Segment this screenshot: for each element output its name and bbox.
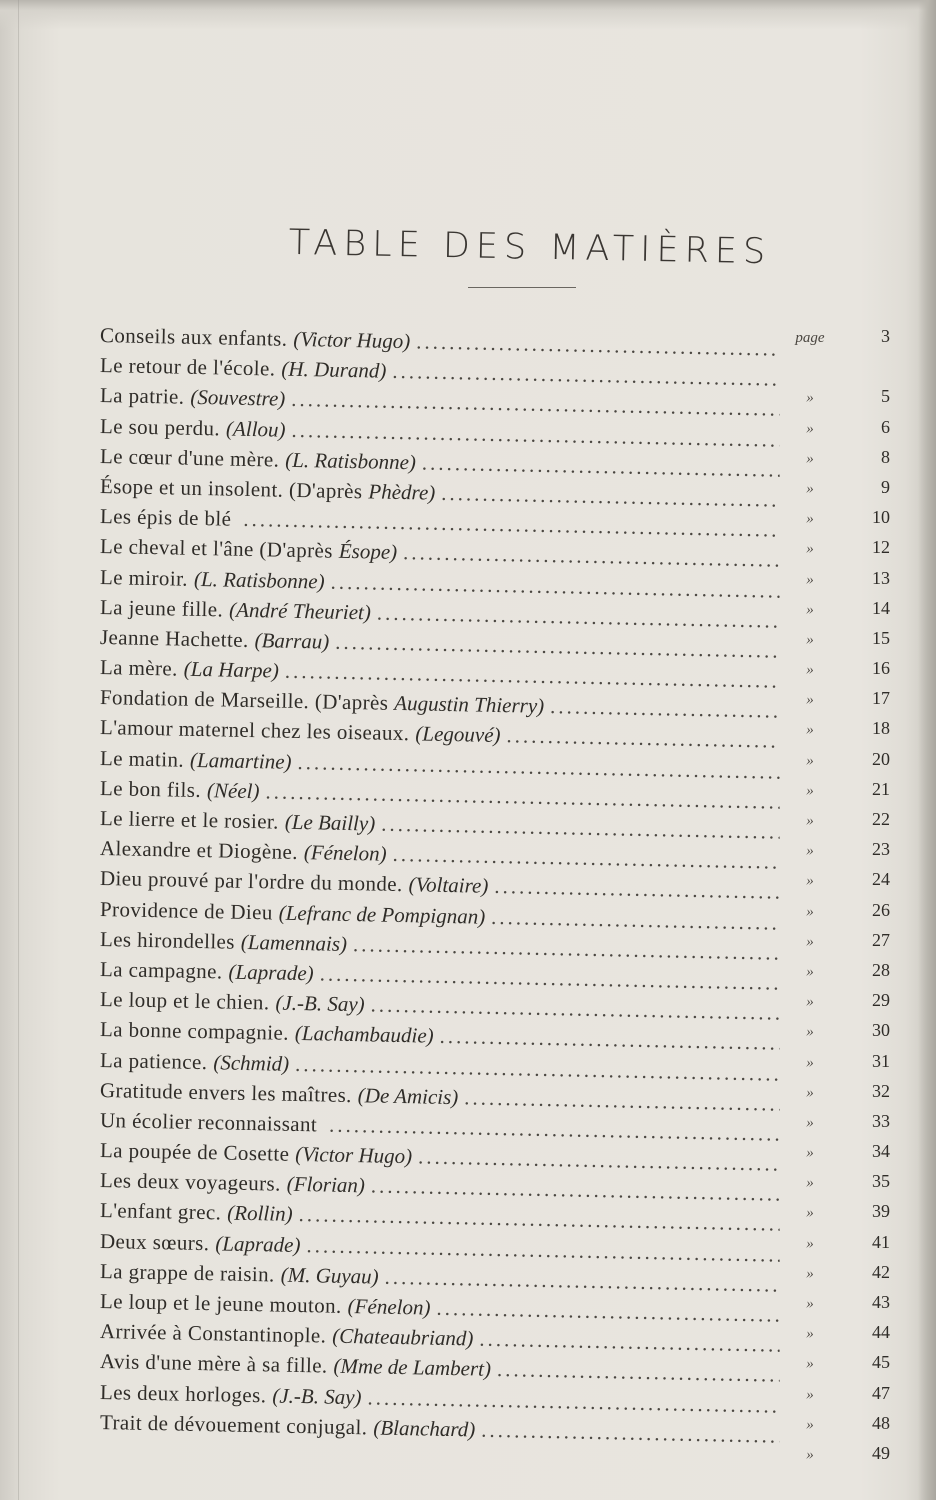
- entry-title: Fondation de Marseille. (D'après: [99, 685, 389, 716]
- ditto-mark: »: [806, 963, 814, 980]
- page-fold-line: [18, 0, 19, 1500]
- entry-title: Un écolier reconnaissant: [99, 1107, 318, 1137]
- entry-title: Les deux horloges.: [99, 1379, 267, 1407]
- page-number: 27: [872, 929, 890, 950]
- entry-author: (Lachambaudie): [294, 1021, 434, 1049]
- page-number: 33: [872, 1110, 890, 1131]
- page-number: 45: [872, 1352, 890, 1373]
- entry-title: Les hirondelles: [99, 926, 236, 954]
- title-divider: [468, 287, 576, 288]
- entry-author: (H. Durand): [281, 356, 387, 383]
- entry-author: Augustin Thierry): [394, 691, 545, 719]
- dot-leader: [506, 721, 780, 756]
- ditto-mark: »: [806, 511, 814, 528]
- entry-author: (Lefranc de Pompignan): [278, 900, 486, 929]
- entry-title: Dieu prouvé par l'ordre du monde.: [99, 866, 403, 897]
- ditto-mark: »: [806, 843, 814, 860]
- ditto-mark: »: [806, 722, 814, 739]
- page-right-edge: [918, 0, 936, 1500]
- entry-title: Le cœur d'une mère.: [99, 443, 280, 472]
- page-number: 35: [872, 1171, 890, 1192]
- page-number: 3: [881, 326, 890, 346]
- dot-leader: [494, 871, 780, 907]
- entry-title: Le cheval et l'âne (D'après: [99, 534, 334, 563]
- page-number: 9: [881, 476, 890, 497]
- entry-author: (Schmid): [213, 1049, 290, 1076]
- ditto-mark: »: [806, 1446, 814, 1463]
- page-number: 15: [872, 627, 890, 648]
- entry-title: Conseils aux enfants.: [99, 323, 288, 351]
- entry-title: Le miroir.: [99, 564, 189, 591]
- entry-title: Trait de dévouement conjugal.: [99, 1409, 368, 1440]
- ditto-mark: »: [806, 903, 814, 920]
- entry-title: La mère.: [99, 655, 179, 681]
- ditto-mark: »: [806, 873, 814, 890]
- ditto-mark: »: [806, 782, 814, 799]
- entry-title: Le loup et le chien.: [99, 987, 270, 1015]
- page-number: 5: [881, 386, 890, 407]
- page-number: 42: [872, 1261, 890, 1282]
- entry-author: (J.-B. Say): [275, 990, 365, 1017]
- ditto-mark: »: [806, 1356, 814, 1373]
- page-number: 13: [872, 567, 890, 588]
- entry-title: Avis d'une mère à sa fille.: [99, 1349, 328, 1378]
- page-number: 18: [872, 718, 890, 739]
- ditto-mark: »: [806, 450, 814, 467]
- entry-title: Le sou perdu.: [99, 413, 221, 440]
- ditto-mark: »: [806, 662, 814, 679]
- ditto-mark: »: [806, 390, 814, 407]
- page-number: 31: [872, 1050, 890, 1071]
- entry-title: La patrie.: [99, 383, 185, 410]
- page-number: 29: [872, 990, 890, 1011]
- page-number: 6: [881, 416, 890, 437]
- ditto-mark: »: [806, 994, 814, 1011]
- page-number: 32: [872, 1080, 890, 1101]
- page-number: 39: [872, 1201, 890, 1222]
- entry-author: Phèdre): [368, 479, 436, 505]
- ditto-mark: »: [806, 1296, 814, 1312]
- entry-title: Le loup et le jeune mouton.: [99, 1289, 342, 1318]
- entry-title: Gratitude envers les maîtres.: [99, 1077, 353, 1107]
- page-number: 28: [872, 959, 890, 980]
- page-number: 30: [872, 1020, 890, 1041]
- ditto-mark: »: [806, 1235, 814, 1252]
- entry-author: (L. Ratisbonne): [193, 566, 325, 594]
- ditto-mark: »: [806, 1175, 814, 1192]
- ditto-mark: »: [806, 1024, 814, 1041]
- ditto-mark: »: [806, 813, 814, 829]
- toc-row: [99, 320, 920, 354]
- entry-title: Arrivée à Constantinople.: [99, 1319, 327, 1348]
- ditto-mark: »: [806, 1205, 814, 1222]
- entry-author: (Allou): [225, 416, 286, 442]
- dot-leader: [497, 1354, 780, 1390]
- ditto-mark: »: [806, 420, 814, 437]
- ditto-mark: »: [806, 571, 814, 588]
- entry-author: (Chateaubriand): [332, 1323, 474, 1351]
- ditto-mark: »: [806, 1416, 814, 1433]
- ditto-mark: »: [806, 631, 814, 648]
- ditto-mark: »: [806, 692, 814, 709]
- entry-author: (Le Bailly): [284, 809, 376, 836]
- entry-title: Le lierre et le rosier.: [99, 806, 280, 834]
- entry-title: Ésope et un insolent. (D'après: [99, 473, 363, 504]
- entry-title: Les deux voyageurs.: [99, 1168, 282, 1196]
- page-number: 16: [872, 658, 890, 679]
- entry-title: La patience.: [99, 1047, 208, 1074]
- entry-author: (Souvestre): [190, 385, 286, 412]
- page-number: 14: [872, 597, 890, 618]
- entry-title: L'amour maternel chez les oiseaux.: [99, 715, 410, 746]
- dot-leader: [550, 691, 780, 726]
- page-number: 43: [872, 1292, 890, 1312]
- entry-author: (J.-B. Say): [272, 1383, 362, 1409]
- entry-title: Les épis de blé: [99, 504, 232, 531]
- entry-author: (Fénelon): [303, 840, 387, 866]
- entry-author: (Rollin): [227, 1200, 293, 1227]
- entry-author: (Voltaire): [408, 872, 489, 899]
- page-number: 24: [872, 869, 890, 890]
- ditto-mark: »: [806, 480, 814, 497]
- entry-author: (Blanchard): [373, 1415, 476, 1442]
- entry-author: (Florian): [286, 1172, 366, 1198]
- ditto-mark: »: [806, 1326, 814, 1343]
- page-number: 21: [872, 778, 890, 799]
- ditto-mark: »: [806, 752, 814, 769]
- page-number: 49: [872, 1442, 890, 1463]
- page-number: 34: [872, 1141, 890, 1162]
- entry-title: La poupée de Cosette: [99, 1138, 290, 1166]
- page-number: 26: [872, 899, 890, 920]
- entry-author: (Fénelon): [347, 1293, 431, 1320]
- entry-title: Jeanne Hachette.: [99, 624, 249, 652]
- entry-title: La bonne compagnie.: [99, 1017, 290, 1046]
- page-number: 44: [872, 1322, 890, 1343]
- page-number: 8: [881, 446, 890, 467]
- table-of-contents: [100, 320, 920, 1467]
- entry-author: (Néel): [206, 777, 260, 804]
- entry-author: (Barrau): [254, 627, 330, 654]
- entry-author: (Laprade): [215, 1230, 301, 1257]
- ditto-mark: »: [806, 933, 814, 950]
- page-top-shadow: [0, 0, 936, 30]
- ditto-mark: »: [806, 601, 814, 618]
- entry-author: (Victor Hugo): [293, 326, 411, 354]
- entry-title: La grappe de raisin.: [99, 1258, 275, 1287]
- ditto-mark: »: [806, 1114, 814, 1131]
- entry-title: Providence de Dieu: [99, 896, 274, 925]
- entry-author: (M. Guyau): [280, 1262, 379, 1289]
- page-number: 23: [872, 839, 890, 860]
- entry-author: (La Harpe): [183, 656, 280, 683]
- page-title: TABLE DES MATIÈRES: [288, 222, 772, 273]
- ditto-mark: page: [795, 330, 825, 346]
- entry-author: Ésope): [338, 539, 398, 565]
- ditto-mark: »: [806, 1386, 814, 1403]
- entry-title: Deux sœurs.: [99, 1228, 210, 1255]
- page-number: 47: [872, 1382, 890, 1403]
- entry-author: (Laprade): [228, 959, 314, 986]
- page-number: 17: [872, 688, 890, 709]
- entry-author: (André Theuriet): [228, 597, 372, 625]
- entry-title: L'enfant grec.: [99, 1198, 222, 1225]
- entry-author: (Lamennais): [240, 929, 348, 956]
- entry-author: (Legouvé): [415, 721, 501, 748]
- page-number: 10: [872, 507, 890, 528]
- page-number: 22: [872, 809, 890, 829]
- entry-author: (De Amicis): [357, 1082, 459, 1109]
- entry-title: La jeune fille.: [99, 594, 224, 622]
- page-number: 41: [872, 1231, 890, 1252]
- page-number: 48: [872, 1412, 890, 1433]
- entry-title: Le retour de l'école.: [99, 353, 276, 381]
- entry-author: (Mme de Lambert): [333, 1354, 492, 1382]
- ditto-mark: »: [806, 1265, 814, 1282]
- entry-author: (Victor Hugo): [295, 1141, 413, 1169]
- entry-title: Le bon fils.: [99, 775, 202, 802]
- entry-title: Alexandre et Diogène.: [99, 836, 299, 865]
- page-number: 12: [872, 537, 890, 558]
- ditto-mark: »: [806, 541, 814, 558]
- ditto-mark: »: [806, 1145, 814, 1162]
- ditto-mark: »: [806, 1054, 814, 1071]
- entry-title: Le matin.: [99, 745, 185, 772]
- entry-author: (Lamartine): [189, 747, 292, 774]
- page-number: 20: [872, 748, 890, 769]
- entry-author: (L. Ratisbonne): [285, 447, 417, 475]
- ditto-mark: »: [806, 1084, 814, 1101]
- entry-title: La campagne.: [99, 956, 223, 984]
